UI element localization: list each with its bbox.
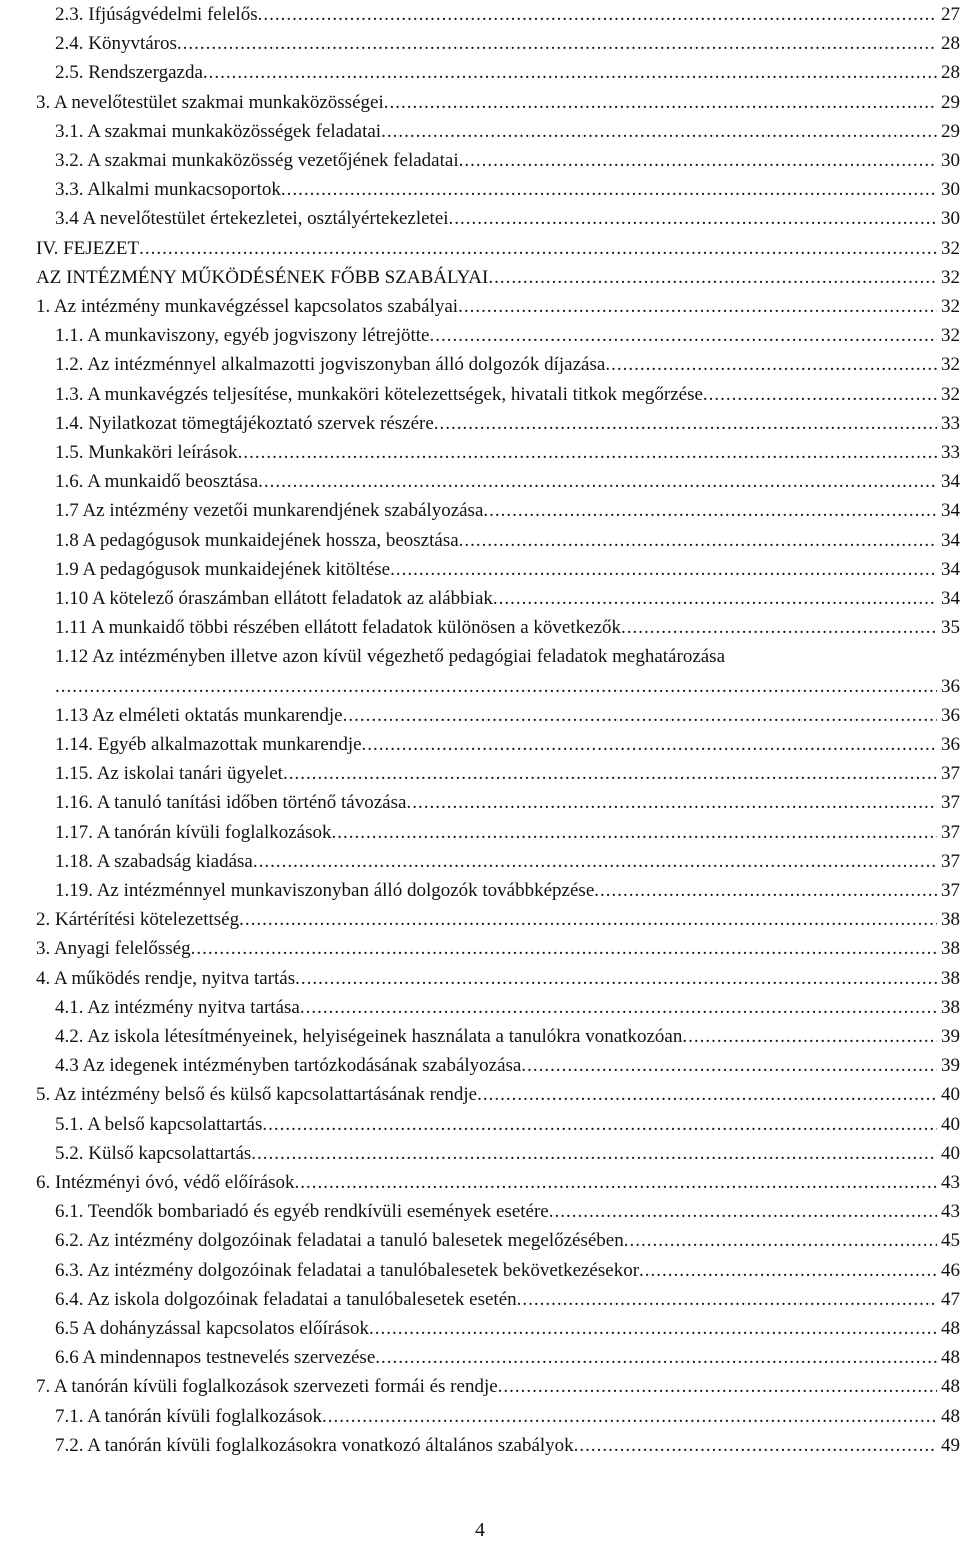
- toc-entry[interactable]: [55, 0, 960, 29]
- toc-page-number: 47: [941, 1288, 960, 1310]
- toc-entry-label: 2.3. Ifjúságvédelmi felelős: [55, 4, 258, 25]
- toc-page-number: 37: [941, 792, 960, 814]
- dot-leader: [621, 613, 937, 642]
- toc-page-number: 32: [941, 325, 960, 347]
- toc-entry[interactable]: [55, 409, 960, 438]
- dot-leader: [682, 1022, 937, 1051]
- toc-entry-label: 1.16. A tanuló tanítási időben történő távozása: [55, 792, 407, 814]
- dot-leader: [488, 263, 937, 292]
- dot-leader: [594, 876, 937, 905]
- dot-leader: [498, 1372, 937, 1401]
- toc-entry[interactable]: [55, 526, 960, 555]
- dot-leader: [375, 1343, 937, 1372]
- toc-entry-label: 1.11 A munkaidő többi részében ellátott feladatok különösen a következők: [55, 617, 621, 639]
- toc-entry[interactable]: [55, 380, 960, 409]
- toc-entry-label: 7. A tanórán kívüli foglalkozások szervezeti formái és rendje: [36, 1376, 498, 1398]
- toc-entry-label: 1.2. Az intézménnyel alkalmazotti jogviszonyban álló dolgozók díjazása: [55, 354, 606, 376]
- toc-entry-label: 6.6 A mindennapos testnevelés szervezése: [55, 1347, 376, 1369]
- toc-page-number: 40: [941, 1084, 960, 1106]
- toc-entry-label: 1.15. Az iskolai tanári ügyelet: [55, 763, 283, 785]
- toc-entry[interactable]: [55, 730, 960, 759]
- toc-entry-label: 1.7 Az intézmény vezetői munkarendjének szabályozása: [55, 500, 484, 522]
- toc-entry-label: 3. A nevelőtestület szakmai munkaközösségei: [36, 91, 384, 113]
- toc-page-number: 36: [941, 675, 960, 697]
- toc-page-number: 35: [941, 617, 960, 639]
- toc-entry-label: 1.9 A pedagógusok munkaidejének kitöltése: [55, 558, 391, 580]
- dot-leader: [639, 1256, 937, 1285]
- dot-leader: [322, 1402, 937, 1431]
- dot-leader: [390, 555, 937, 584]
- toc-entry-label: 1. Az intézmény munkavégzéssel kapcsolatos szabályai: [36, 296, 459, 317]
- toc-page-number: 34: [941, 529, 960, 551]
- toc-entry-label: 6.2. Az intézmény dolgozóinak feladatai a tanuló balesetek megelőzésében: [55, 1230, 624, 1252]
- toc-entry[interactable]: [55, 788, 960, 817]
- toc-entry-label: IV. FEJEZET: [36, 237, 140, 259]
- dot-leader: [381, 117, 937, 146]
- toc-entry-label: 3. Anyagi felelősség: [36, 938, 191, 960]
- dot-leader: [549, 1197, 937, 1226]
- toc-entry[interactable]: [55, 175, 960, 204]
- toc-entry-label: 6.1. Teendők bombariadó és egyéb rendkívüli események esetére: [55, 1201, 549, 1223]
- dot-leader: [258, 467, 937, 496]
- toc-entry-label: 1.3. A munkavégzés teljesítése, munkaköri kötelezettségek, hivatali titkok megőrzése: [55, 383, 703, 405]
- dot-leader: [283, 759, 937, 788]
- toc-page-number: 48: [941, 1376, 960, 1398]
- dot-leader: [258, 0, 937, 29]
- toc-entry-label: 4. A működés rendje, nyitva tartás: [36, 967, 296, 989]
- toc-page-number: 27: [941, 4, 960, 25]
- dot-leader: [605, 350, 937, 379]
- toc-page-number: 32: [941, 237, 960, 259]
- toc-entry[interactable]: [55, 1197, 960, 1226]
- toc-entry-label: 1.6. A munkaidő beosztása: [55, 471, 259, 493]
- dot-leader: [332, 818, 937, 847]
- toc-entry[interactable]: [55, 467, 960, 496]
- toc-page-number: 32: [941, 354, 960, 376]
- dot-leader: [295, 1168, 937, 1197]
- toc-entry[interactable]: [36, 934, 960, 963]
- toc-entry-label: 6.4. Az iskola dolgozóinak feladatai a tanulóbalesetek esetén: [55, 1288, 517, 1310]
- dot-leader: [295, 964, 937, 993]
- dot-leader: [281, 175, 937, 204]
- dot-leader: [177, 29, 937, 58]
- toc-page-number: 38: [941, 996, 960, 1018]
- toc-entry[interactable]: [55, 29, 960, 58]
- toc-entry[interactable]: [36, 292, 960, 321]
- toc-page-number: 38: [941, 967, 960, 989]
- toc-page-number: 45: [941, 1230, 960, 1252]
- dot-leader: [477, 1080, 937, 1109]
- toc-entry-label: 1.10 A kötelező óraszámban ellátott feladatok az alábbiak: [55, 588, 493, 609]
- dot-leader: [369, 1314, 937, 1343]
- dot-leader: [429, 321, 937, 350]
- toc-entry-label: 1.19. Az intézménnyel munkaviszonyban álló dolgozók továbbképzése: [55, 880, 595, 901]
- toc-entry[interactable]: [55, 1226, 960, 1255]
- dot-leader: [343, 701, 937, 730]
- toc-entry[interactable]: [55, 1256, 960, 1285]
- toc-entry-label: 1.18. A szabadság kiadása: [55, 850, 253, 872]
- toc-page-number: 30: [941, 150, 960, 171]
- toc-entry-label: AZ INTÉZMÉNY MŰKÖDÉSÉNEK FŐBB SZABÁLYAI: [36, 266, 489, 288]
- toc-page-number: 28: [941, 62, 960, 84]
- toc-entry[interactable]: [36, 263, 960, 292]
- toc-page-number: 34: [941, 471, 960, 493]
- toc-page-number: 32: [941, 266, 960, 288]
- toc-entry-label: 4.1. Az intézmény nyitva tartása: [55, 996, 300, 1018]
- toc-entry[interactable]: [55, 1139, 960, 1168]
- toc-entry[interactable]: [55, 847, 960, 876]
- dot-leader: [384, 88, 937, 117]
- toc-entry[interactable]: [55, 1110, 960, 1139]
- toc-entry[interactable]: [36, 234, 960, 263]
- toc-entry-label: 1.12 Az intézményben illetve azon kívül végezhető pedagógiai feladatok meghatározása: [55, 646, 726, 668]
- toc-entry-label: 6. Intézményi óvó, védő előírások: [36, 1172, 295, 1193]
- toc-page-number: 34: [941, 588, 960, 609]
- dot-leader: [574, 1431, 937, 1460]
- toc-entry[interactable]: [36, 964, 960, 993]
- dot-leader: [406, 788, 937, 817]
- toc-entry-label: 5.1. A belső kapcsolattartás: [55, 1113, 263, 1135]
- dot-leader: [251, 1139, 937, 1168]
- toc-entry-label: 1.14. Egyéb alkalmazottak munkarendje: [55, 734, 362, 755]
- dot-leader: [521, 1051, 937, 1080]
- toc-page-number: 30: [941, 208, 960, 230]
- toc-page-number: 43: [941, 1172, 960, 1193]
- toc-entry[interactable]: [36, 905, 960, 934]
- toc-entry[interactable]: [55, 818, 960, 847]
- dot-leader: [203, 58, 937, 87]
- toc-entry-label: 1.13 Az elméleti oktatás munkarendje: [55, 704, 343, 726]
- toc-page-number: 34: [941, 558, 960, 580]
- toc-entry-label: 6.3. Az intézmény dolgozóinak feladatai a tanulóbalesetek bekövetkezésekor: [55, 1259, 640, 1281]
- toc-page-number: 29: [941, 120, 960, 142]
- toc-page-number: 37: [941, 763, 960, 785]
- toc-page-number: 48: [941, 1347, 960, 1369]
- toc-entry[interactable]: [55, 1314, 960, 1343]
- toc-entry[interactable]: [55, 1431, 960, 1460]
- dot-leader: [262, 1110, 937, 1139]
- toc-entry[interactable]: [55, 438, 960, 467]
- toc-entry[interactable]: [55, 350, 960, 379]
- dot-leader: [493, 584, 937, 613]
- toc-entry-label: 7.1. A tanórán kívüli foglalkozások: [55, 1405, 323, 1427]
- toc-entry[interactable]: [55, 876, 960, 905]
- toc-entry[interactable]: [55, 1022, 960, 1051]
- toc-entry[interactable]: [55, 759, 960, 788]
- dot-leader: [300, 993, 937, 1022]
- toc-page-number: 36: [941, 704, 960, 726]
- toc-entry[interactable]: [55, 584, 960, 613]
- toc-entry[interactable]: [55, 993, 960, 1022]
- dot-leader: [253, 847, 937, 876]
- toc-entry[interactable]: [55, 204, 960, 233]
- dot-leader: [483, 496, 937, 525]
- dot-leader: [703, 380, 937, 409]
- toc-page-number: 39: [941, 1026, 960, 1047]
- toc-page-number: 38: [941, 938, 960, 960]
- toc-page-number: 32: [941, 296, 960, 317]
- toc-entry[interactable]: [55, 672, 960, 701]
- toc-page-number: 40: [941, 1113, 960, 1135]
- dot-leader: [517, 1285, 937, 1314]
- toc-entry-label: 1.1. A munkaviszony, egyéb jogviszony létrejötte: [55, 325, 430, 347]
- toc-entry[interactable]: [55, 117, 960, 146]
- toc-page-number: 37: [941, 880, 960, 901]
- dot-leader: [362, 730, 937, 759]
- toc-page-number: 39: [941, 1055, 960, 1077]
- toc-page-number: 30: [941, 179, 960, 201]
- toc-page-number: 28: [941, 33, 960, 55]
- toc-page-number: 29: [941, 91, 960, 113]
- dot-leader: [458, 292, 937, 321]
- toc-page-number: 37: [941, 850, 960, 872]
- toc-entry[interactable]: [55, 496, 960, 525]
- toc-page-number: 49: [941, 1434, 960, 1456]
- toc-page-number: 36: [941, 734, 960, 755]
- toc-entry-label: 6.5 A dohányzással kapcsolatos előírások: [55, 1318, 369, 1339]
- toc-entry-label: 4.2. Az iskola létesítményeinek, helyiségeinek használata a tanulókra vonatkozóan: [55, 1026, 683, 1047]
- toc-entry-label: 1.5. Munkaköri leírások: [55, 442, 238, 463]
- dot-leader: [139, 234, 937, 263]
- toc-page-number: 32: [941, 383, 960, 405]
- toc-entry[interactable]: [36, 1168, 960, 1197]
- toc-entry-label: 1.8 A pedagógusok munkaidejének hossza, beosztása: [55, 529, 459, 551]
- toc-page-number: 37: [941, 821, 960, 843]
- toc-page-number: 48: [941, 1405, 960, 1427]
- toc-entry-label: 2.4. Könyvtáros: [55, 33, 177, 55]
- toc-entry-label: 3.2. A szakmai munkaközösség vezetőjének feladatai: [55, 150, 459, 171]
- dot-leader: [459, 146, 937, 175]
- toc-page-number: 38: [941, 909, 960, 931]
- toc-entry[interactable]: [55, 321, 960, 350]
- toc-entry[interactable]: [36, 1080, 960, 1109]
- toc-entry[interactable]: [55, 613, 960, 642]
- dot-leader: [191, 934, 937, 963]
- toc-entry-label: 3.1. A szakmai munkaközösségek feladatai: [55, 120, 382, 142]
- toc-entry-label: 1.4. Nyilatkozat tömegtájékoztató szervek részére: [55, 412, 434, 434]
- toc-entry[interactable]: [55, 1051, 960, 1080]
- toc-entry-label: 3.3. Alkalmi munkacsoportok: [55, 179, 281, 201]
- toc-entry[interactable]: [55, 1285, 960, 1314]
- toc-page-number: 48: [941, 1318, 960, 1339]
- dot-leader: [55, 672, 937, 701]
- toc-page-number: 33: [941, 442, 960, 463]
- toc-entry[interactable]: [55, 146, 960, 175]
- toc-page-number: 46: [941, 1259, 960, 1281]
- toc-page-number: 33: [941, 412, 960, 434]
- dot-leader: [449, 204, 937, 233]
- toc-entry[interactable]: [36, 1372, 960, 1401]
- toc-entry[interactable]: [55, 701, 960, 730]
- toc-page-number: 40: [941, 1142, 960, 1164]
- toc-entry[interactable]: [55, 555, 960, 584]
- dot-leader: [239, 905, 937, 934]
- dot-leader: [434, 409, 937, 438]
- toc-entry-label: 1.17. A tanórán kívüli foglalkozások: [55, 821, 332, 843]
- toc-page-number: 43: [941, 1201, 960, 1223]
- toc-entry[interactable]: [55, 1343, 960, 1372]
- toc-entry-label: 2.5. Rendszergazda: [55, 62, 203, 84]
- dot-leader: [238, 438, 937, 467]
- toc-entry-label: 5.2. Külső kapcsolattartás: [55, 1142, 252, 1164]
- toc-entry-label: 3.4 A nevelőtestület értekezletei, osztályértekezletei: [55, 208, 449, 230]
- toc-entry[interactable]: [55, 1402, 960, 1431]
- page-number: 4: [475, 1519, 485, 1541]
- toc-entry[interactable]: [55, 58, 960, 87]
- toc-entry-label: 2. Kártérítési kötelezettség: [36, 909, 240, 931]
- toc-page-number: 34: [941, 500, 960, 522]
- dot-leader: [624, 1226, 937, 1255]
- toc-entry-label: 4.3 Az idegenek intézményben tartózkodásának szabályozása: [55, 1055, 522, 1077]
- toc-entry-label: 7.2. A tanórán kívüli foglalkozásokra vonatkozó általános szabályok: [55, 1434, 574, 1456]
- dot-leader: [459, 526, 937, 555]
- toc-entry-label: 5. Az intézmény belső és külső kapcsolattartásának rendje: [36, 1084, 478, 1106]
- toc-entry[interactable]: [36, 88, 960, 117]
